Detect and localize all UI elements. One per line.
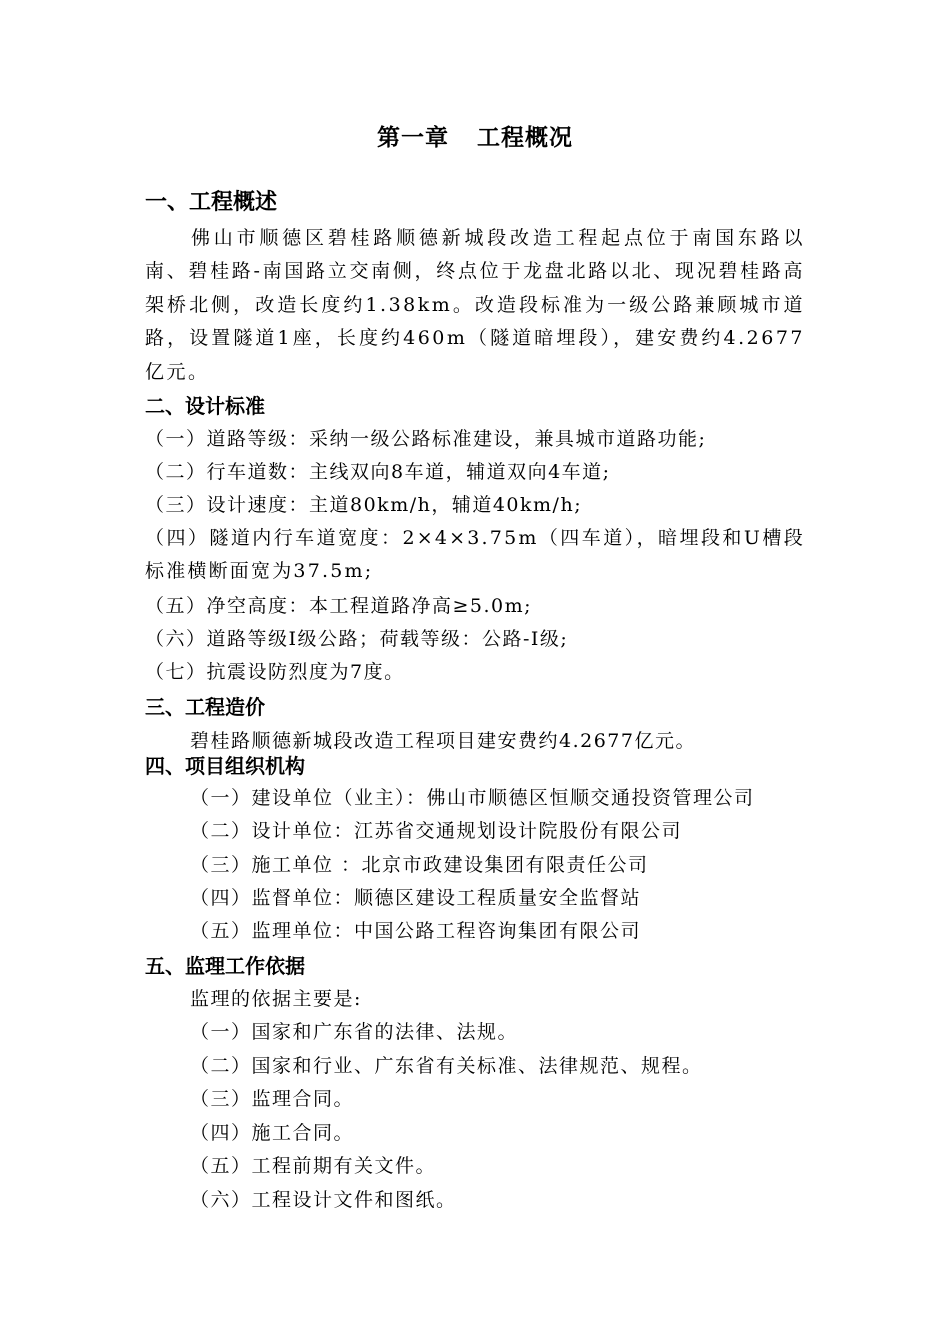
organization-item: （五）监理单位：中国公路工程咨询集团有限公司 bbox=[190, 920, 642, 942]
standard-item: （七）抗震设防烈度为7度。 bbox=[145, 661, 405, 683]
basis-item: （五）工程前期有关文件。 bbox=[190, 1155, 437, 1177]
section-heading-design-standards: 二、设计标准 bbox=[145, 394, 265, 418]
overview-paragraph: 佛山市顺德区碧桂路顺德新城段改造工程起点位于南国东路以南、碧桂路-南国路立交南侧，终点位于龙盘北路以北、现况碧桂路高架桥北侧，改造长度约1.38km。改造段标准为一级公路兼顾城市道路，设置隧道1座，长度约460m（隧道暗埋段），建安费约4.2677亿元。 bbox=[145, 227, 805, 383]
basis-item: （三）监理合同。 bbox=[190, 1088, 355, 1110]
standard-item: （三）设计速度：主道80km/h，辅道40km/h; bbox=[145, 494, 583, 516]
standard-item: （一）道路等级：采纳一级公路标准建设，兼具城市道路功能; bbox=[145, 428, 707, 450]
chapter-number: 第一章 bbox=[377, 125, 449, 151]
basis-item: （二）国家和行业、广东省有关标准、法律规范、规程。 bbox=[190, 1055, 703, 1077]
basis-item: （六）工程设计文件和图纸。 bbox=[190, 1189, 457, 1211]
basis-item: （一）国家和广东省的法律、法规。 bbox=[190, 1021, 519, 1043]
cost-paragraph: 碧桂路顺德新城段改造工程项目建安费约4.2677亿元。 bbox=[190, 730, 696, 752]
section-heading-cost: 三、工程造价 bbox=[145, 695, 265, 719]
supervision-intro: 监理的依据主要是: bbox=[190, 988, 362, 1010]
organization-item: （一）建设单位（业主）：佛山市顺德区恒顺交通投资管理公司 bbox=[190, 787, 755, 809]
chapter-title bbox=[0, 118, 950, 158]
organization-item: （三）施工单位 ：北京市政建设集团有限责任公司 bbox=[190, 854, 649, 876]
section-heading-overview: 一、工程概述 bbox=[145, 190, 278, 215]
basis-item: （四）施工合同。 bbox=[190, 1122, 355, 1144]
organization-item: （二）设计单位：江苏省交通规划设计院股份有限公司 bbox=[190, 820, 683, 842]
organization-item: （四）监督单位：顺德区建设工程质量安全监督站 bbox=[190, 887, 642, 909]
chapter-name: 工程概况 bbox=[477, 125, 573, 151]
standard-item: （六）道路等级Ⅰ级公路；荷载等级：公路-Ⅰ级; bbox=[145, 628, 569, 650]
standard-item: （四）隧道内行车道宽度：2×4×3.75m（四车道），暗埋段和U槽段标准横断面宽为37.5m; bbox=[145, 527, 805, 582]
section-heading-organization: 四、项目组织机构 bbox=[145, 754, 305, 778]
section-heading-supervision-basis: 五、监理工作依据 bbox=[145, 954, 305, 978]
standard-item: （二）行车道数：主线双向8车道，辅道双向4车道; bbox=[145, 461, 611, 483]
standard-item: （五）净空高度：本工程道路净高≥5.0m; bbox=[145, 595, 533, 617]
